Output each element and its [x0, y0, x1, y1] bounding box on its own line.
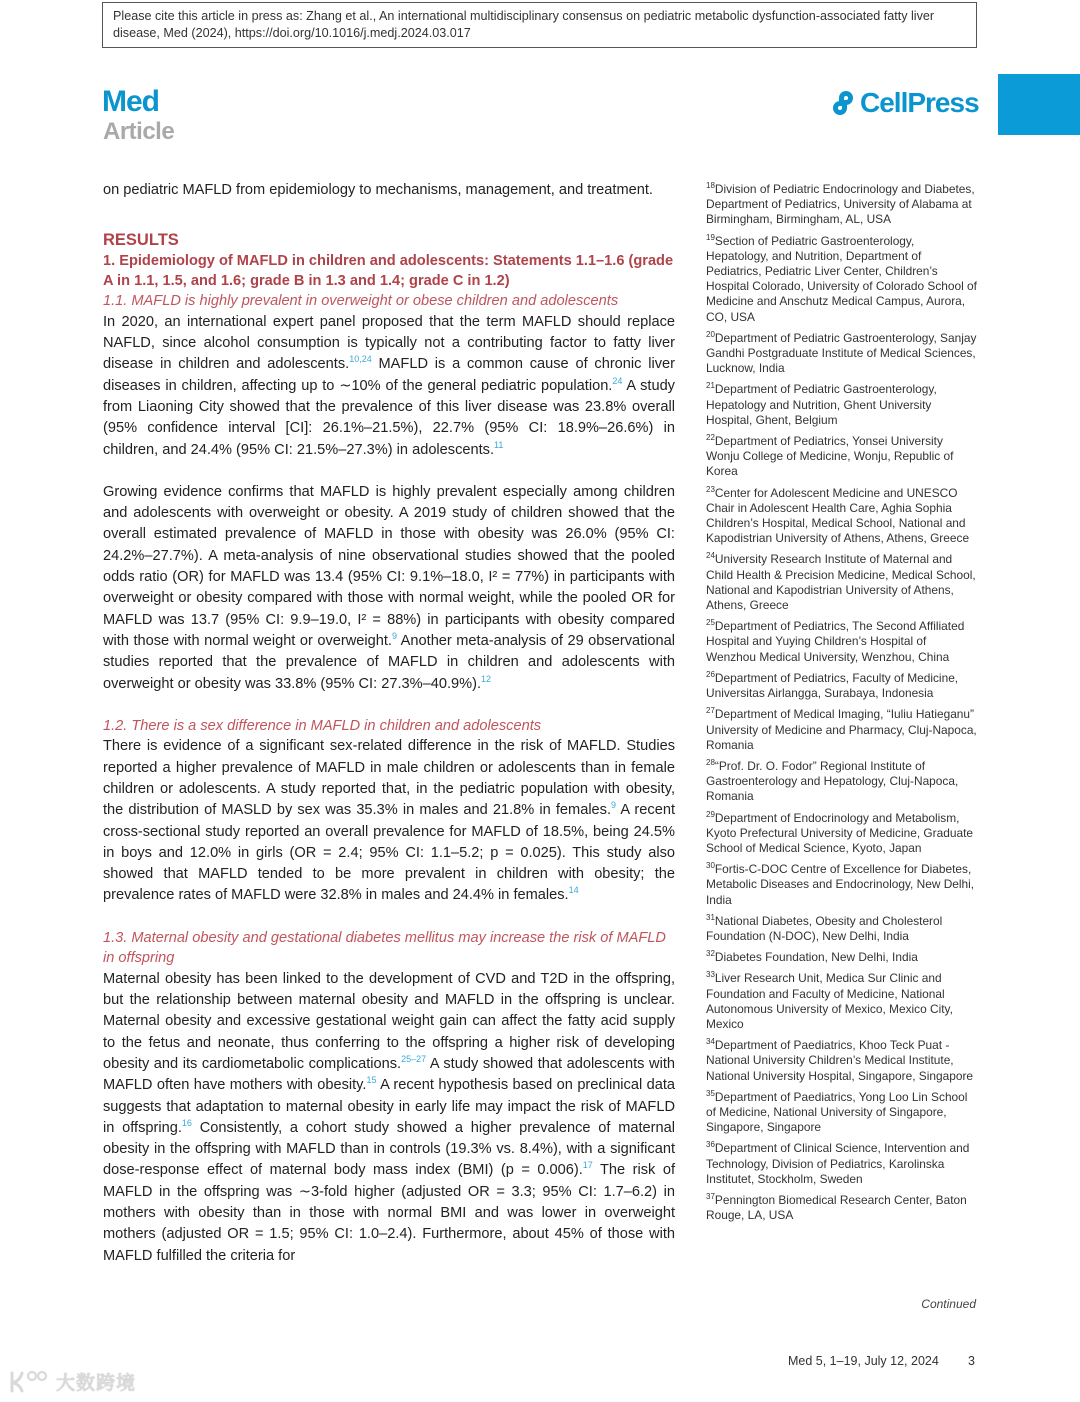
affiliation-text: Department of Paediatrics, Yong Loo Lin School of Medicine, National University of Singapore, Singapore, Singapore — [706, 1089, 968, 1135]
citation-ref[interactable]: 17 — [582, 1160, 593, 1171]
affiliation — [706, 914, 978, 944]
affiliation-text: Fortis-C-DOC Centre of Excellence for Diabetes, Metabolic Diseases and Endocrinology, New Delhi, India — [706, 862, 975, 907]
affiliation — [706, 671, 978, 701]
section-color-tab — [998, 74, 1080, 135]
citation-ref[interactable]: 14 — [568, 885, 579, 896]
affiliation — [706, 182, 978, 228]
affiliation — [706, 382, 978, 428]
cellpress-logo-icon — [830, 88, 856, 118]
affiliation-number: 18 — [706, 181, 715, 191]
affiliation-text: University Research Institute of Maternal and Child Health & Precision Medicine, Medical School, National and Kapodistrian University of Athens, Athens, Greece — [706, 552, 976, 613]
journal-name: Med — [102, 85, 159, 118]
affiliation-text: Department of Pediatrics, The Second Affiliated Hospital and Yuying Children’s Hospital of Wenzhou Medical University, Wenzhou, China — [706, 619, 965, 664]
citation-ref[interactable]: 12 — [481, 673, 492, 684]
affiliation-text: Diabetes Foundation, New Delhi, India — [714, 950, 918, 965]
watermark-logo-icon — [8, 1369, 52, 1395]
affiliation-text: Department of Pediatric Gastroenterology, Sanjay Gandhi Postgraduate Institute of Medical Sciences, Lucknow, India — [706, 330, 977, 376]
affiliation — [706, 234, 978, 325]
paragraph — [103, 736, 675, 906]
affiliation-number: 20 — [706, 329, 715, 339]
affiliation-text: “Prof. Dr. O. Fodor” Regional Institute of Gastroenterology and Hepatology, Cluj-Napoca, Romania — [706, 758, 959, 804]
affiliation — [706, 950, 978, 965]
paragraph — [103, 482, 675, 695]
intro-paragraph-tail: on pediatric MAFLD from epidemiology to mechanisms, management, and treatment. — [103, 182, 653, 198]
affiliation — [706, 811, 978, 857]
affiliation-text: Department of Paediatrics, Khoo Teck Puat - National University Children’s Medical Institute, National University Hospital, Singapore, Singapore — [706, 1038, 974, 1083]
article-type: Article — [103, 118, 175, 145]
affiliation — [706, 1141, 978, 1187]
affiliation-number: 29 — [706, 809, 715, 819]
continued-label: Continued — [921, 1297, 976, 1311]
affiliation-number: 37 — [706, 1192, 715, 1202]
text-run: A recent cross-sectional study reported an overall prevalence for MAFLD of 18.5%, being 24.5% in boys and 12.0% in girls (OR = 2.4; 95% CI: 1.1–5.2; p = 0.025). This study also showed that MAFLD tended to be more prevalent in children with obesity; the prevalence rates of MAFLD were 32.8% in males and 24.4% in females. — [103, 802, 675, 904]
paragraph — [103, 969, 675, 1267]
affiliation — [706, 971, 978, 1032]
affiliation-number: 28 — [706, 757, 715, 767]
text-run: In 2020, an international expert panel proposed that the term MAFLD should replace NAFLD, since alcohol consumption is typically not a contributing factor to fatty liver disease in children and adolescents. — [103, 313, 675, 373]
affiliation-text: Department of Pediatrics, Yonsei University Wonju College of Medicine, Wonju, Republic of Korea — [706, 434, 954, 479]
affiliation-number: 30 — [706, 861, 715, 871]
citation-ref[interactable]: 11 — [494, 439, 504, 450]
affiliation-number: 24 — [706, 551, 715, 561]
affiliation-number: 35 — [706, 1088, 715, 1098]
affiliation-number: 27 — [706, 706, 715, 716]
text-run: Consistently, a cohort study showed a higher prevalence of maternal obesity in the offspring with MAFLD than in controls (19.3% vs. 8.4%), with a significant dose-response effect of maternal body mass index (BMI) (p = 0.006). — [103, 1119, 675, 1179]
footer-citation: Med 5, 1–19, July 12, 2024 — [788, 1354, 939, 1368]
subsection-1-2-heading: 1.2. There is a sex difference in MAFLD in children and adolescents — [103, 717, 542, 734]
watermark — [8, 1368, 136, 1395]
affiliation-text: Department of Pediatrics, Faculty of Medicine, Universitas Airlangga, Surabaya, Indonesia — [706, 670, 959, 701]
affiliation-number: 21 — [706, 381, 715, 391]
citation-ref[interactable]: 9 — [611, 800, 617, 811]
paragraph — [103, 312, 675, 461]
citation-ref[interactable]: 25–27 — [401, 1054, 427, 1065]
affiliation-text: Center for Adolescent Medicine and UNESCO Chair in Adolescent Health Care, Aghia Sophia Children’s Hospital, Medical School, National and Kapodistrian University of Athens, Athens, Greece — [706, 485, 970, 546]
citation-ref[interactable]: 24 — [612, 375, 623, 386]
affiliation-text: Department of Pediatric Gastroenterology, Hepatology and Nutrition, Ghent University Hospital, Ghent, Belgium — [706, 382, 937, 427]
affiliation-text: Department of Medical Imaging, “Iuliu Hatieganu” University of Medicine and Pharmacy, Cluj-Napoca, Romania — [706, 707, 977, 752]
publisher-logo — [830, 88, 979, 118]
text-run: A recent hypothesis based on preclinical data suggests that adaptation to maternal obesity in early life may impact the risk of MAFLD in offspring. — [103, 1077, 676, 1136]
text-run: There is evidence of a significant sex-related difference in the risk of MAFLD. Studies reported a higher prevalence of MAFLD in male children or adolescents than in female children or adolescents. A study reported that, in the pediatric population with obesity, the distribution of MASLD by sex was 35.3% in males and 21.8% in females. — [103, 738, 675, 819]
affiliation-number: 31 — [706, 912, 715, 922]
affiliation — [706, 1038, 978, 1084]
affiliation — [706, 1090, 978, 1136]
affiliation-number: 32 — [706, 949, 715, 959]
text-run: Maternal obesity has been linked to the development of CVD and T2D in the offspring, but the relationship between maternal obesity and MAFLD in the offspring is unclear. Maternal obesity and excessive gestational weight gain can affect the fatty acid supply to the fetus and neonate, thus conferring to the offspring a higher risk of developing obesity and its cardiometabolic complications. — [103, 970, 675, 1072]
affiliation-text: National Diabetes, Obesity and Cholesterol Foundation (N-DOC), New Delhi, India — [706, 913, 943, 943]
affiliation — [706, 486, 978, 547]
affiliation-number: 36 — [706, 1140, 715, 1150]
affiliation-number: 23 — [706, 484, 715, 494]
affiliation-text: Section of Pediatric Gastroenterology, Hepatology, and Nutrition, Department of Pediatrics, Pediatric Liver Center, Children’s Hospital Colorado, University of Colorado School of Medicine and Anschutz Medical Campus, Aurora, CO, USA — [706, 233, 977, 324]
page-number: 3 — [968, 1354, 975, 1368]
affiliation-number: 33 — [706, 970, 715, 980]
affiliation-text: Pennington Biomedical Research Center, Baton Rouge, LA, USA — [706, 1192, 967, 1223]
citation-notice: Please cite this article in press as: Zhang et al., An international multidisciplinary consensus on pediatric metabolic dysfunction-associated fatty liver disease, Med (2024), https://doi.org/10.1016/j.medj.2024.03.017 — [102, 2, 977, 48]
affiliation — [706, 331, 978, 377]
affiliation — [706, 619, 978, 665]
subsection-1-1-heading: 1.1. MAFLD is highly prevalent in overweight or obese children and adolescents — [103, 293, 619, 310]
subsection-1-3-heading: 1.3. Maternal obesity and gestational diabetes mellitus may increase the risk of MAFLD in offspring — [103, 929, 666, 967]
publisher-name: CellPress — [860, 87, 979, 118]
affiliation-text: Department of Clinical Science, Intervention and Technology, Division of Pediatrics, Karolinska Institutet, Stockholm, Sweden — [706, 1141, 970, 1186]
text-run: Growing evidence confirms that MAFLD is highly prevalent especially among children and adolescents with overweight or obesity. A 2019 study of children showed that the overall estimated prevalence of MAFLD in those with obesity was 26.0% (95% CI: 24.2%–27.7%). A meta-analysis of nine observational studies showed that the pooled odds ratio (OR) for MAFLD was 13.4 (95% CI: 9.1%–18.0, I² = 77%) in participants with overweight or obesity compared with those with normal weight, while the pooled OR for MAFLD was 13.7 (95% CI: 9.9–19.0, I² = 88%) in participants with obesity compared with those with normal weight or overweight. — [103, 483, 675, 649]
text-run: MAFLD is a common cause of chronic liver diseases in children, affecting up to ∼10% of the general pediatric population. — [103, 356, 675, 394]
citation-ref[interactable]: 9 — [391, 631, 397, 642]
affiliation — [706, 707, 978, 753]
affiliation-text: Liver Research Unit, Medica Sur Clinic and Foundation and Faculty of Medicine, National Autonomous University of Mexico, Mexico City, Mexico — [706, 971, 953, 1031]
affiliation-number: 26 — [706, 669, 715, 679]
affiliation — [706, 862, 978, 908]
affiliation — [706, 434, 978, 480]
affiliation — [706, 552, 978, 613]
affiliation-number: 22 — [706, 433, 715, 443]
affiliations-column — [706, 182, 978, 1229]
affiliation — [706, 1193, 978, 1223]
text-run: A study showed that adolescents with MAFLD often have mothers with obesity. — [103, 1055, 675, 1094]
section-1-heading: 1. Epidemiology of MAFLD in children and adolescents: Statements 1.1–1.6 (grade A in 1.1, 1.5, and 1.6; grade B in 1.3 and 1.4; grade C in 1.2) — [103, 253, 674, 290]
affiliation — [706, 759, 978, 805]
affiliation-text: Division of Pediatric Endocrinology and Diabetes, Department of Pediatrics, University of Alabama at Birmingham, Birmingham, AL, USA — [706, 182, 975, 227]
text-run: The risk of MAFLD in the offspring was ∼3-fold higher (adjusted OR = 3.3; 95% CI: 1.7–6.2) in mothers with obesity than in those with normal BMI and was lower in overweight mothers (adjusted OR = 1.5; 95% CI: 1.0–2.4). Furthermore, about 45% of those with MAFLD fulfilled the criteria for — [103, 1162, 676, 1264]
affiliation-text: Department of Endocrinology and Metabolism, Kyoto Prefectural University of Medicine, Graduate School of Medical Science, Kyoto, Japan — [706, 810, 973, 855]
watermark-text: 大数跨境 — [56, 1373, 137, 1394]
citation-ref[interactable]: 15 — [366, 1075, 377, 1086]
main-text-column — [103, 180, 675, 1267]
text-run: Another meta-analysis of 29 observational studies reported that the prevalence of MAFLD in children and adolescents with overweight or obesity was 33.8% (95% CI: 27.3%–40.9%). — [103, 632, 675, 692]
affiliation-number: 34 — [706, 1037, 715, 1047]
results-heading: RESULTS — [103, 231, 179, 250]
citation-ref[interactable]: 10,24 — [349, 354, 372, 365]
affiliation-number: 19 — [706, 232, 715, 242]
citation-ref[interactable]: 16 — [181, 1117, 192, 1128]
affiliation-number: 25 — [706, 618, 715, 628]
text-run: A study from Liaoning City showed that the prevalence of this liver disease was 23.8% overall (95% confidence interval [CI]: 26.1%–21.5%), 22.7% (95% CI: 18.9%–26.6%) in children, and 24.4% (95% CI: 21.5%–27.3%) in adolescents. — [103, 377, 675, 458]
